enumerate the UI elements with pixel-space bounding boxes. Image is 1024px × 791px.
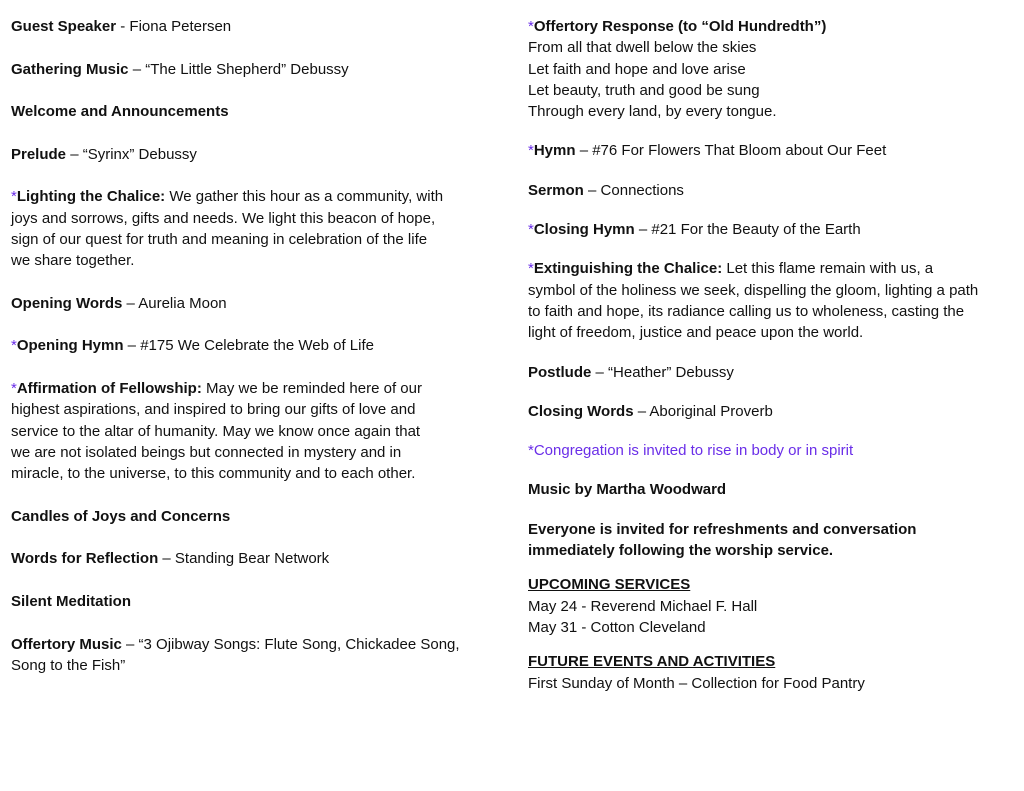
opening-words-entry: [11, 293, 486, 314]
postlude-entry: [528, 362, 1008, 383]
entry-label: Affirmation of Fellowship:: [16, 380, 202, 398]
reflection-entry: [11, 548, 486, 569]
lighting-chalice-entry: [11, 186, 486, 271]
list-item: May 24 - Reverend Michael F. Hall: [528, 597, 758, 615]
entry-label: Sermon: [528, 181, 584, 199]
entry-value: “The Little Shepherd” Debussy: [145, 60, 349, 78]
gathering-music-entry: [11, 59, 486, 80]
entry-value: Fiona Petersen: [129, 18, 232, 35]
entry-label: Extinguishing the Chalice:: [533, 260, 723, 278]
entry-separator: –: [122, 294, 139, 312]
entry-label: Words for Reflection: [11, 550, 159, 568]
entry-separator: –: [633, 402, 650, 420]
opening-hymn-entry: [11, 335, 486, 356]
entry-value: Standing Bear Network: [174, 550, 330, 568]
entry-label: Silent Meditation: [11, 593, 131, 611]
entry-value: Aurelia Moon: [138, 294, 227, 312]
entry-label: Lighting the Chalice:: [16, 188, 166, 206]
entry-separator: –: [66, 145, 83, 163]
entry-text-line: symbol of the holiness we seek, dispelling the gloom, lighting a path: [528, 281, 979, 299]
entry-value: “Heather” Debussy: [608, 363, 734, 381]
entry-separator: –: [123, 337, 141, 355]
right-column: [528, 16, 1008, 712]
entry-text-line: We gather this hour as a community, with: [165, 188, 444, 206]
entry-text-line: service to the altar of humanity. May we know once again that: [11, 422, 421, 440]
entry-separator: –: [575, 142, 593, 160]
closing-words-entry: [528, 401, 1008, 422]
entry-text-line: we are not isolated beings but connected in mystery and in: [11, 443, 402, 461]
entry-text-line: miracle, to the universe, to this community and to each other.: [11, 465, 416, 483]
entry-value: “Syrinx” Debussy: [82, 145, 197, 163]
entry-text-line: light of freedom, justice and peace upon the world.: [528, 324, 864, 342]
verse-line: Through every land, by every tongue.: [528, 103, 777, 121]
entry-text-line: “3 Ojibway Songs: Flute Song, Chickadee Song,: [138, 635, 460, 653]
entry-separator: –: [128, 60, 146, 78]
candles-entry: [11, 506, 486, 527]
refreshments-line: immediately following the worship service.: [528, 542, 834, 560]
upcoming-services-section: [528, 574, 1008, 638]
offertory-response-entry: [528, 16, 1008, 122]
entry-value: #21 For the Beauty of the Earth: [651, 221, 861, 239]
entry-label: Offertory Music: [11, 635, 122, 653]
rise-marker: *: [528, 142, 534, 160]
entry-label: Opening Hymn: [16, 337, 124, 355]
entry-label: Candles of Joys and Concerns: [11, 507, 231, 525]
music-credit: [528, 479, 1008, 500]
entry-label: Welcome and Announcements: [11, 103, 229, 121]
hymn-entry: [528, 140, 1008, 161]
entry-value: #76 For Flowers That Bloom about Our Feet: [592, 142, 887, 160]
congregation-note: *Congregation is invited to rise in body or in spirit: [528, 442, 854, 460]
meditation-entry: [11, 591, 486, 612]
future-events-heading: FUTURE EVENTS AND ACTIVITIES: [528, 653, 776, 671]
entry-separator: –: [634, 221, 652, 239]
extinguishing-chalice-entry: [528, 258, 1008, 343]
rise-marker: *: [528, 260, 534, 278]
entry-separator: –: [591, 363, 609, 381]
entry-label: Opening Words: [11, 294, 123, 312]
entry-text-line: sign of our quest for truth and meaning in celebration of the life: [11, 230, 428, 248]
entry-text-line: we share together.: [11, 252, 135, 270]
left-column: [11, 16, 486, 698]
list-item: First Sunday of Month – Collection for Food Pantry: [528, 674, 865, 692]
entry-text-line: Song to the Fish”: [11, 656, 126, 674]
rise-marker: *: [11, 380, 17, 398]
entry-label: Offertory Response (to “Old Hundredth”): [533, 18, 827, 35]
entry-separator: –: [121, 635, 139, 653]
entry-text-line: highest aspirations, and inspired to bring our gifts of love and: [11, 401, 416, 419]
entry-separator: -: [116, 18, 130, 35]
entry-label: Gathering Music: [11, 60, 129, 78]
sermon-entry: [528, 180, 1008, 201]
future-events-section: [528, 651, 1008, 694]
upcoming-services-heading: UPCOMING SERVICES: [528, 576, 691, 594]
entry-label: Prelude: [11, 145, 67, 163]
rise-marker: *: [528, 18, 534, 35]
rise-marker: *: [11, 188, 17, 206]
verse-line: Let faith and hope and love arise: [528, 60, 746, 78]
entry-label: Closing Hymn: [533, 221, 635, 239]
refreshments-line: Everyone is invited for refreshments and conversation: [528, 520, 917, 538]
offertory-music-entry: [11, 634, 486, 677]
music-credit-text: Music by Martha Woodward: [528, 481, 727, 499]
verse-line: From all that dwell below the skies: [528, 39, 757, 57]
entry-value: Aboriginal Proverb: [649, 402, 773, 420]
welcome-entry: [11, 101, 486, 122]
verse-line: Let beauty, truth and good be sung: [528, 81, 760, 99]
entry-label: Closing Words: [528, 402, 634, 420]
entry-label: Postlude: [528, 363, 592, 381]
closing-hymn-entry: [528, 219, 1008, 240]
entry-separator: –: [158, 550, 175, 568]
prelude-entry: [11, 144, 486, 165]
refreshments-note: [528, 519, 1008, 562]
guest-speaker-entry: [11, 16, 486, 37]
entry-label: Hymn: [533, 142, 576, 160]
entry-text-line: to faith and hope, its radiance calling us to wholeness, casting the: [528, 302, 965, 320]
rise-marker: *: [528, 221, 534, 239]
entry-label: Guest Speaker: [11, 18, 117, 35]
entry-separator: –: [583, 181, 601, 199]
entry-text-line: May we be reminded here of our: [201, 380, 422, 398]
entry-text-line: Let this flame remain with us, a: [722, 260, 934, 278]
entry-value: Connections: [600, 181, 684, 199]
entry-value: #175 We Celebrate the Web of Life: [140, 337, 374, 355]
rise-marker: *: [11, 337, 17, 355]
list-item: May 31 - Cotton Cleveland: [528, 618, 706, 636]
affirmation-entry: [11, 378, 486, 484]
entry-text-line: joys and sorrows, gifts and needs. We light this beacon of hope,: [11, 209, 436, 227]
